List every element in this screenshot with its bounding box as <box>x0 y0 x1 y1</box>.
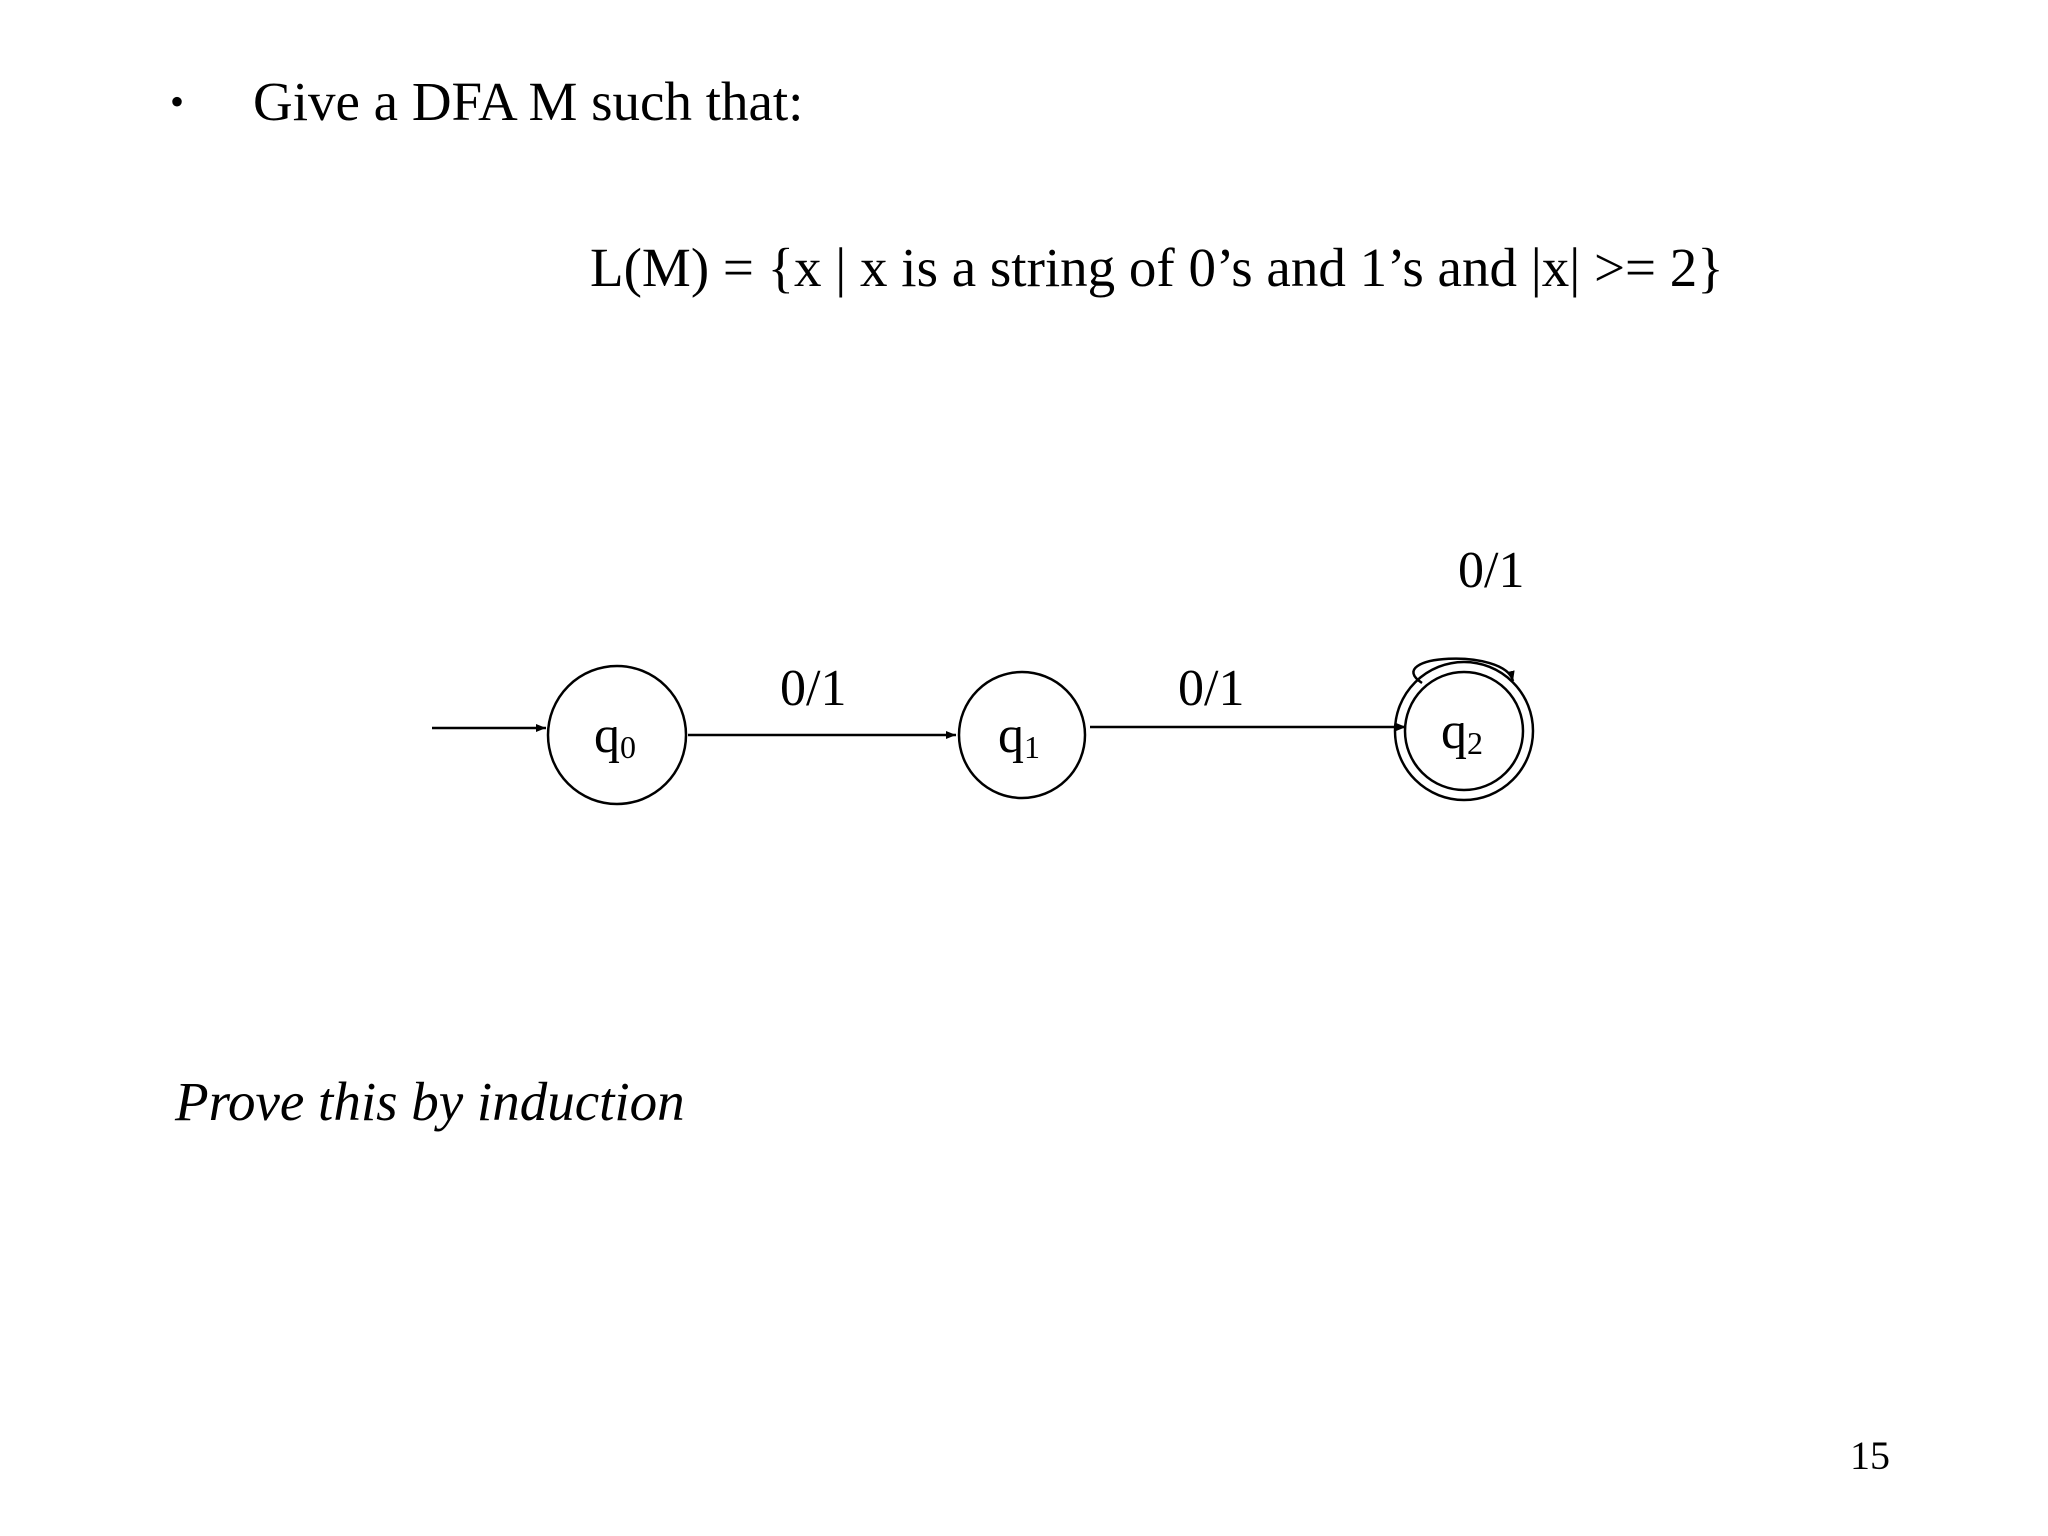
state-q2 <box>1395 662 1533 800</box>
bullet-text: Give a DFA M such that: <box>253 71 804 132</box>
bullet-marker: • <box>170 79 185 124</box>
transition-q0-q1-label: 0/1 <box>780 660 847 717</box>
state-q0-label: q0 <box>594 707 636 765</box>
state-q1-label: q1 <box>998 707 1040 765</box>
language-definition: L(M) = {x | x is a string of 0’s and 1’s and |x| >= 2} <box>590 237 1724 298</box>
instruction-text: Prove this by induction <box>175 1071 685 1132</box>
state-q2-label: q2 <box>1441 703 1483 761</box>
state-q0 <box>548 666 686 804</box>
slide-number: 15 <box>1850 1433 1890 1478</box>
transition-q1-q2-label: 0/1 <box>1178 660 1245 717</box>
transition-q2-self-label: 0/1 <box>1458 542 1525 599</box>
state-q1 <box>959 672 1085 798</box>
